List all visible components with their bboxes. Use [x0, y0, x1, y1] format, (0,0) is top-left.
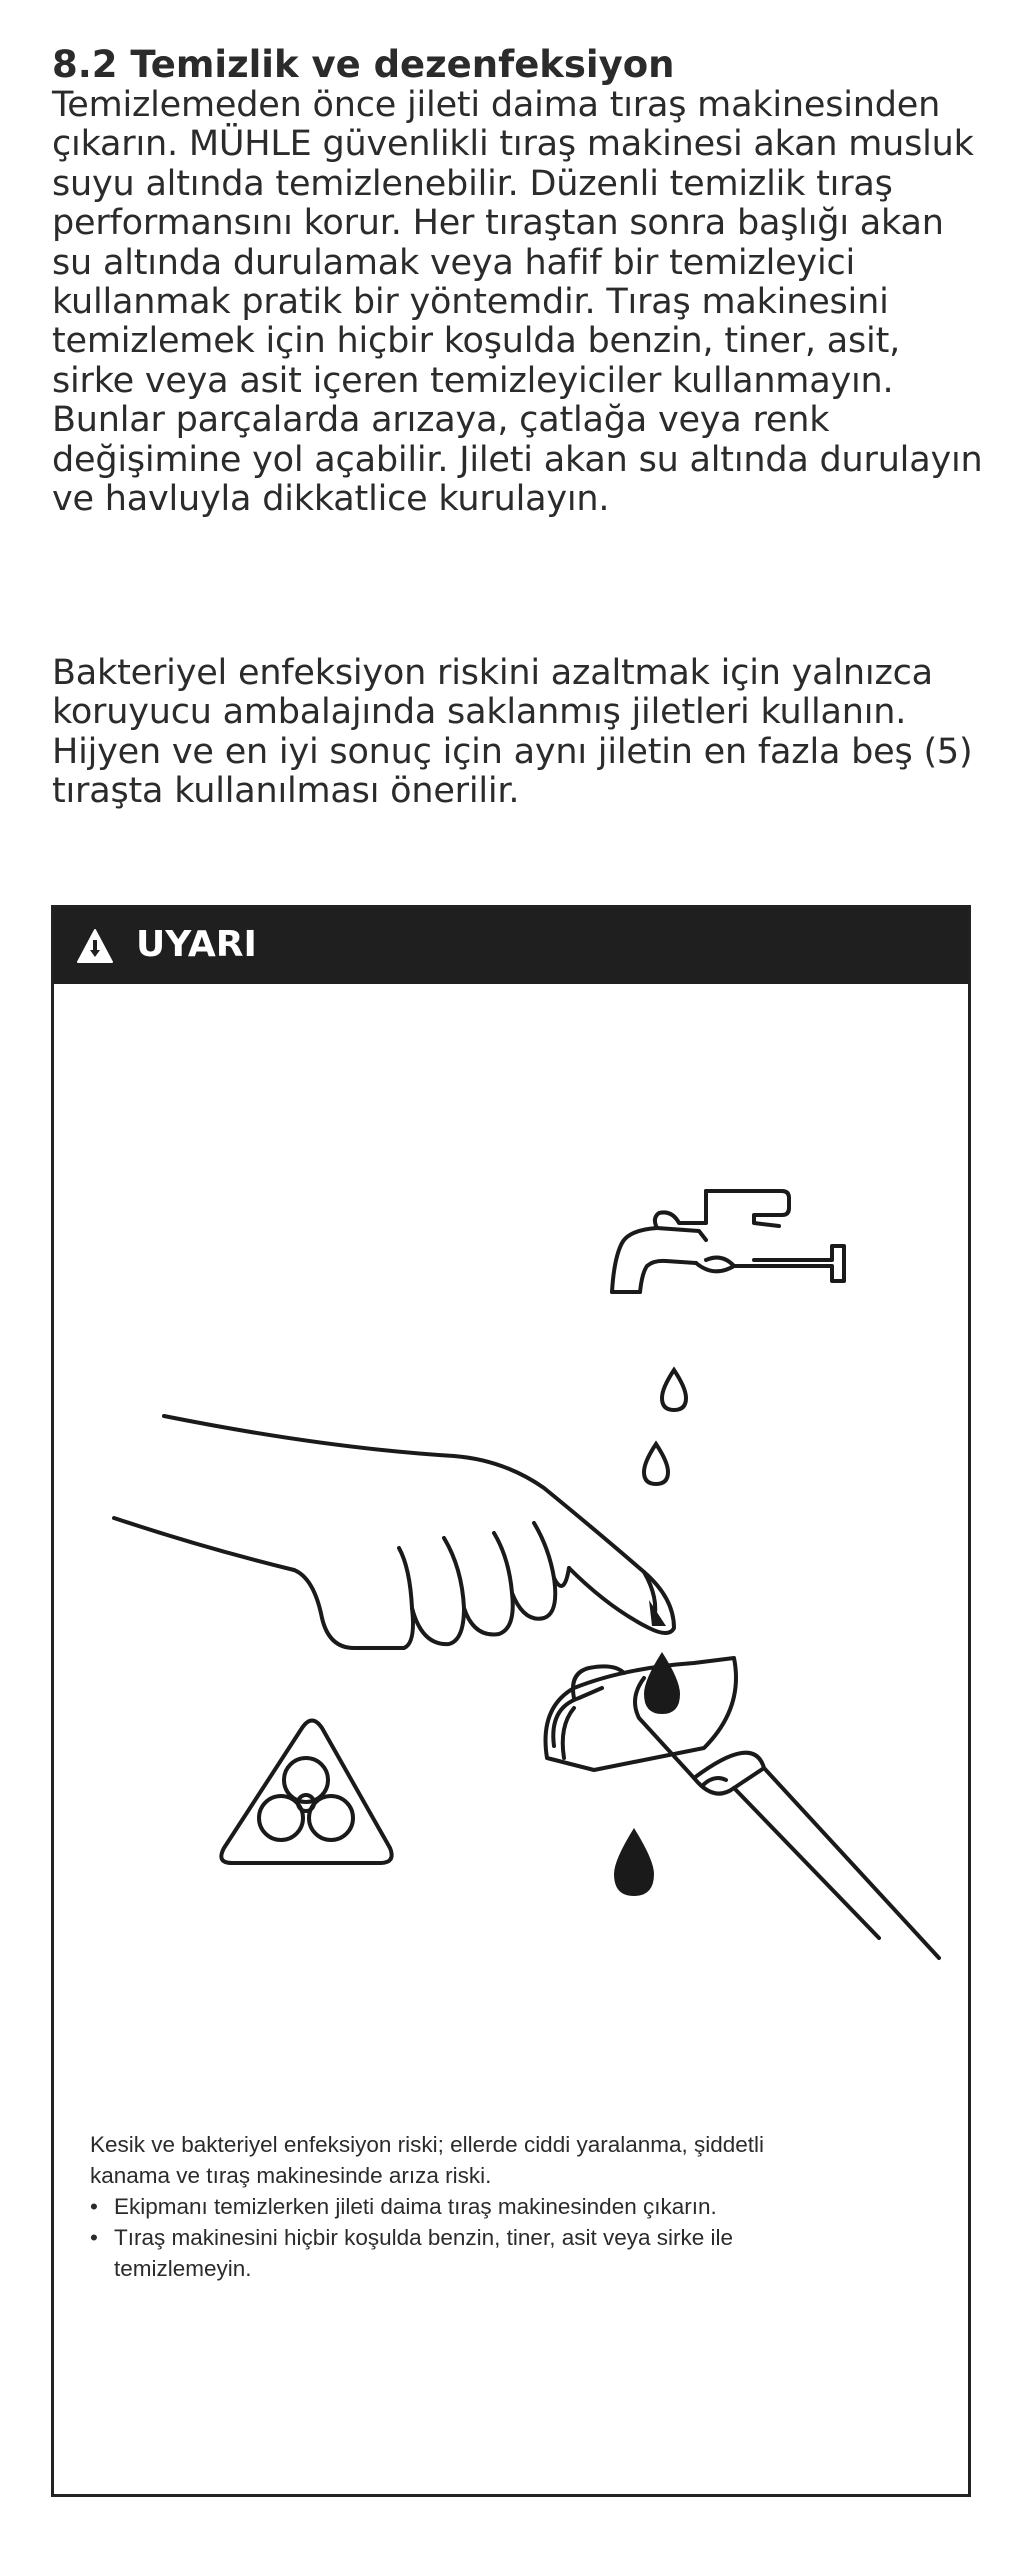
infection-paragraph: [52, 654, 1002, 812]
list-item-line: temizlemeyin.: [114, 2256, 252, 2281]
razor-icon: [546, 1658, 939, 1958]
paragraph-line: koruyucu ambalajında saklanmış jiletleri kullanın.: [52, 692, 907, 733]
list-item-line: Ekipmanı temizlerken jileti daima tıraş makinesinden çıkarın.: [114, 2194, 717, 2219]
warning-title: UYARI: [136, 924, 257, 965]
hand-icon: [114, 1416, 674, 1648]
list-item: [90, 2222, 930, 2284]
warning-text: [90, 2129, 930, 2284]
paragraph-line: suyu altında temizlenebilir. Düzenli temizlik tıraş: [52, 163, 893, 204]
blood-drop-icon: [614, 1652, 680, 1896]
paragraph-line: temizlemek için hiçbir koşulda benzin, tiner, asit,: [52, 321, 901, 362]
warning-list: [90, 2191, 930, 2284]
bullet: •: [90, 2194, 98, 2219]
warning-line: Kesik ve bakteriyel enfeksiyon riski; ellerde ciddi yaralanma, şiddetli: [90, 2132, 765, 2157]
paragraph-line: Hijyen ve en iyi sonuç için aynı jiletin en fazla beş (5): [52, 731, 973, 772]
paragraph-line: Bunlar parçalarda arızaya, çatlağa veya renk: [52, 400, 830, 441]
bullet: •: [90, 2225, 98, 2250]
paragraph-line: ve havluyla dikkatlice kurulayın.: [52, 479, 610, 520]
paragraph-line: değişimine yol açabilir. Jileti akan su altında durulayın: [52, 439, 983, 480]
blade-icon: [649, 1600, 666, 1626]
list-item: [90, 2191, 930, 2222]
warning-line: kanama ve tıraş makinesinde arıza riski.: [90, 2163, 492, 2188]
cleaning-paragraph: [52, 86, 1002, 519]
paragraph-line: Bakteriyel enfeksiyon riskini azaltmak için yalnızca: [52, 653, 933, 693]
paragraph-line: çıkarın. MÜHLE güvenlikli tıraş makinesi akan musluk: [52, 124, 974, 165]
paragraph-line: sirke veya asit içeren temizleyiciler kullanmayın.: [52, 360, 894, 401]
paragraph-line: tıraşta kullanılması önerilir.: [52, 771, 520, 812]
paragraph-line: kullanmak pratik bir yöntemdir. Tıraş makinesini: [52, 282, 889, 323]
list-item-line: Tıraş makinesini hiçbir koşulda benzin, tiner, asit veya sirke ile: [114, 2225, 734, 2250]
water-drop-icon: [644, 1370, 686, 1484]
biohazard-icon: [221, 1721, 391, 1864]
paragraph-line: Temizlemeden önce jileti daima tıraş makinesinden: [52, 85, 941, 125]
warning-box: [51, 905, 971, 2497]
paragraph-line: performansını korur. Her tıraştan sonra başlığı akan: [52, 203, 944, 244]
section-title: 8.2 Temizlik ve dezenfeksiyon: [52, 43, 675, 86]
faucet-icon: [612, 1191, 844, 1292]
paragraph-line: su altında durulamak veya hafif bir temizleyici: [52, 242, 856, 283]
